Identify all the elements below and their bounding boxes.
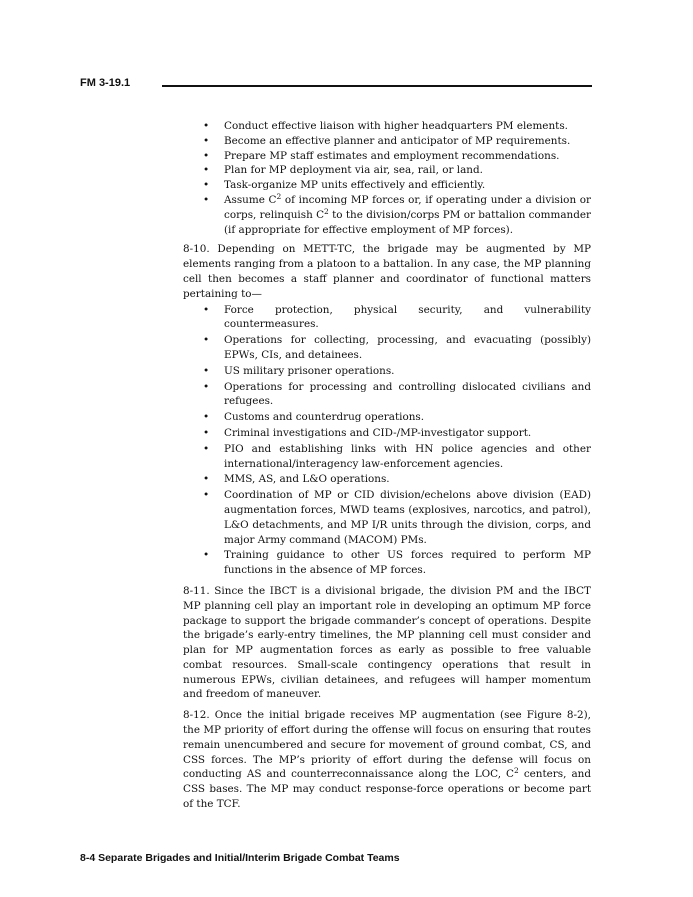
- list-item: • Task-organize MP units effectively and efficiently.: [183, 178, 591, 193]
- list-item: • Conduct effective liaison with higher headquarters PM elements.: [183, 119, 591, 134]
- list-item: • Assume $C^2$ of incoming MP forces or, if operating under a division or corps, relinquish $C^2$ to the division/corps PM or battalion commander (if appropriate for effective employment of MP forces).: [183, 193, 591, 237]
- header-rule: [162, 85, 592, 87]
- list-item: • MMS, AS, and L&O operations.: [183, 472, 591, 487]
- list-item: • Prepare MP staff estimates and employment recommendations.: [183, 149, 591, 164]
- list-item: • Training guidance to other US forces required to perform MP functions in the absence of MP forces.: [183, 548, 591, 578]
- list-item: • Coordination of MP or CID division/echelons above division (EAD) augmentation forces, MWD teams (explosives, narcotics, and patrol), L&O detachments, and MP I/R units through the division, corps, and major Army command (MACOM) PMs.: [183, 488, 591, 547]
- page-body: [183, 119, 591, 812]
- list-item: • PIO and establishing links with HN police agencies and other international/interagency law-enforcement agencies.: [183, 442, 591, 472]
- list-item: • Force protection, physical security, and vulnerability countermeasures.: [183, 303, 591, 333]
- paragraph-8-10: 8-10. Depending on METT-TC, the brigade may be augmented by MP elements ranging from a platoon to a battalion. In any case, the MP planning cell then becomes a staff planner and coordinator of functional matters pertaining to—: [183, 243, 591, 300]
- paragraph-8-11: 8-11. Since the IBCT is a divisional brigade, the division PM and the IBCT MP planning cell play an important role in developing an optimum MP force package to support the brigade commander’s concept of operations. Despite the brigade’s early-entry timelines, the MP planning cell must consider and plan for MP augmentation forces as early as possible to free valuable combat resources. Small-scale contingency operations that result in numerous EPWs, civilian detainees, and refugees will hamper momentum and freedom of maneuver.: [183, 584, 591, 701]
- list-item: • Become an effective planner and anticipator of MP requirements.: [183, 134, 591, 149]
- functional-matters-list: [183, 303, 591, 578]
- list-item: • Customs and counterdrug operations.: [183, 410, 591, 425]
- list-item: • US military prisoner operations.: [183, 364, 591, 379]
- list-item: • Operations for processing and controlling dislocated civilians and refugees.: [183, 380, 591, 410]
- list-item: • Plan for MP deployment via air, sea, rail, or land.: [183, 163, 591, 178]
- running-header-label: FM 3-19.1: [80, 77, 131, 89]
- page-footer: 8-4 Separate Brigades and Initial/Interim Brigade Combat Teams: [80, 852, 400, 864]
- list-item: • Criminal investigations and CID-/MP-investigator support.: [183, 426, 591, 441]
- responsibilities-list: [183, 119, 591, 237]
- list-item: • Operations for collecting, processing, and evacuating (possibly) EPWs, CIs, and detainees.: [183, 333, 591, 363]
- paragraph-8-12: 8-12. Once the initial brigade receives MP augmentation (see Figure 8-2), the MP priority of effort during the offense will focus on ensuring that routes remain unencumbered and secure for movement of ground combat, CS, and CSS forces. The MP’s priority of effort during the defense will focus on conducting AS and counterreconnaissance along the LOC, $C^2$ centers, and CSS bases. The MP may conduct response-force operations or become part of the TCF.: [183, 709, 591, 811]
